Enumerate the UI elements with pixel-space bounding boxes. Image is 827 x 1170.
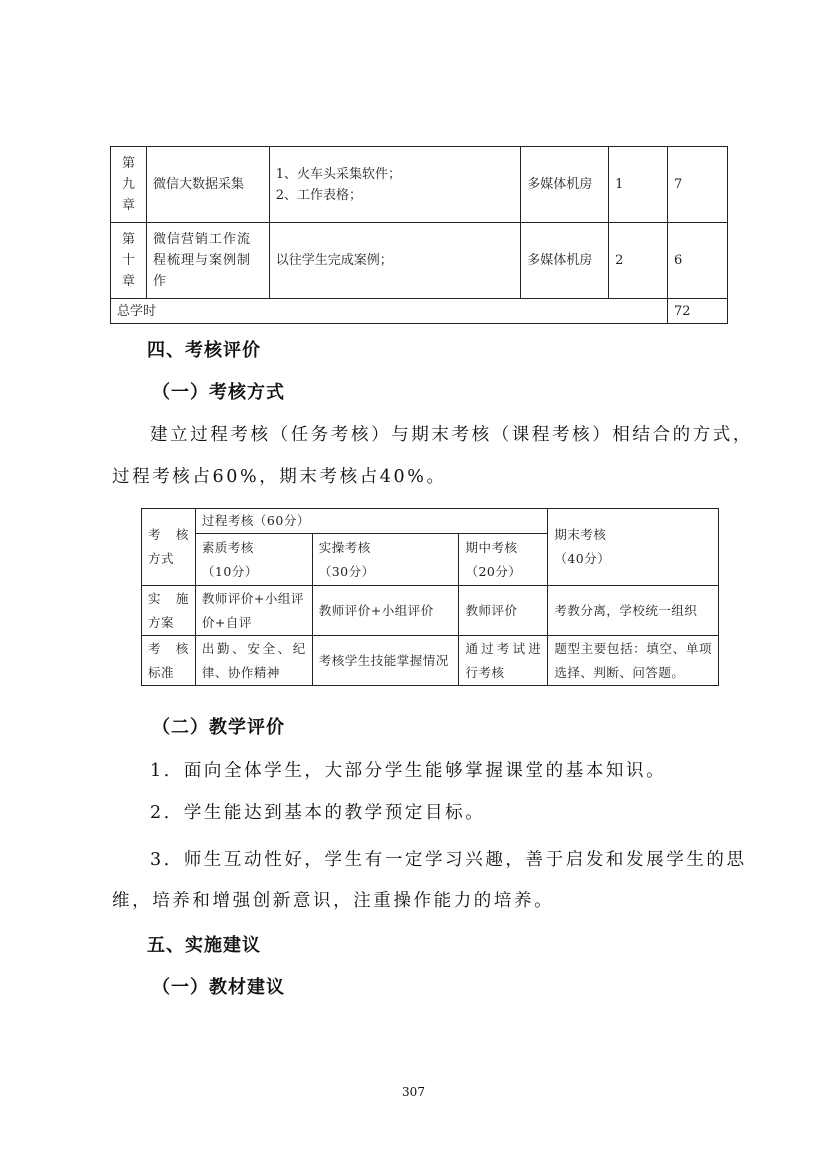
list-item: 维，培养和增强创新意识，注重操作能力的培养。 xyxy=(112,891,555,911)
assessment-table xyxy=(141,508,719,686)
venue-cell: 多媒体机房 xyxy=(521,147,609,223)
impl-midterm: 教师评价 xyxy=(459,586,548,636)
section-heading: 五、实施建议 xyxy=(147,935,261,956)
list-item: 1．面向全体学生，大部分学生能够掌握课堂的基本知识。 xyxy=(150,761,667,781)
resources-cell: 1、火车头采集软件； 2、工作表格； xyxy=(269,147,521,223)
method-label-cell: 考核 方式 xyxy=(142,509,196,586)
table-row xyxy=(111,147,728,223)
process-header: 过程考核（60分） xyxy=(195,509,547,534)
table-row xyxy=(111,299,728,324)
total-value: 72 xyxy=(668,299,728,324)
paragraph-line: 过程考核占60%，期末考核占40%。 xyxy=(112,467,447,487)
paragraph-line: 建立过程考核（任务考核）与期末考核（课程考核）相结合的方式， xyxy=(150,425,753,445)
std-practice: 考核学生技能掌握情况 xyxy=(312,636,459,686)
impl-practice: 教师评价+小组评价 xyxy=(312,586,459,636)
section-heading: 四、考核评价 xyxy=(147,340,261,361)
chapter-cell: 第 十 章 xyxy=(111,223,147,299)
subsection-heading: （一）教材建议 xyxy=(152,977,285,998)
hours-cell: 1 xyxy=(609,147,668,223)
table-row xyxy=(142,636,719,686)
table-row xyxy=(142,586,719,636)
std-label-cell: 考核 标准 xyxy=(142,636,196,686)
std-quality: 出勤、安全、纪律、协作精神 xyxy=(195,636,312,686)
topic-cell: 微信大数据采集 xyxy=(146,147,269,223)
table-row xyxy=(111,223,728,299)
practice-header: 实操考核 （30分） xyxy=(312,534,459,586)
table-row xyxy=(142,509,719,534)
impl-final: 考教分离，学校统一组织 xyxy=(548,586,719,636)
midterm-header: 期中考核 （20分） xyxy=(459,534,548,586)
page-number: 307 xyxy=(402,1085,425,1099)
schedule-table xyxy=(110,146,728,324)
list-item: 3．师生互动性好，学生有一定学习兴趣，善于启发和发展学生的思 xyxy=(150,850,747,870)
venue-cell: 多媒体机房 xyxy=(521,223,609,299)
std-final: 题型主要包括：填空、单项选择、判断、问答题。 xyxy=(548,636,719,686)
impl-label-cell: 实施 方案 xyxy=(142,586,196,636)
subsection-heading: （一）考核方式 xyxy=(152,382,285,403)
hours-cell: 2 xyxy=(609,223,668,299)
std-midterm: 通过考试进行考核 xyxy=(459,636,548,686)
hours-cell: 6 xyxy=(668,223,728,299)
chapter-cell: 第 九 章 xyxy=(111,147,147,223)
final-header: 期末考核 （40分） xyxy=(548,509,719,586)
total-label: 总学时 xyxy=(111,299,668,324)
resources-cell: 以往学生完成案例； xyxy=(269,223,521,299)
hours-cell: 7 xyxy=(668,147,728,223)
quality-header: 素质考核 （10分） xyxy=(195,534,312,586)
subsection-heading: （二）教学评价 xyxy=(152,717,285,738)
list-item: 2．学生能达到基本的教学预定目标。 xyxy=(150,803,486,823)
impl-quality: 教师评价+小组评价+自评 xyxy=(195,586,312,636)
topic-cell: 微信营销工作流程梳理与案例制作 xyxy=(146,223,269,299)
